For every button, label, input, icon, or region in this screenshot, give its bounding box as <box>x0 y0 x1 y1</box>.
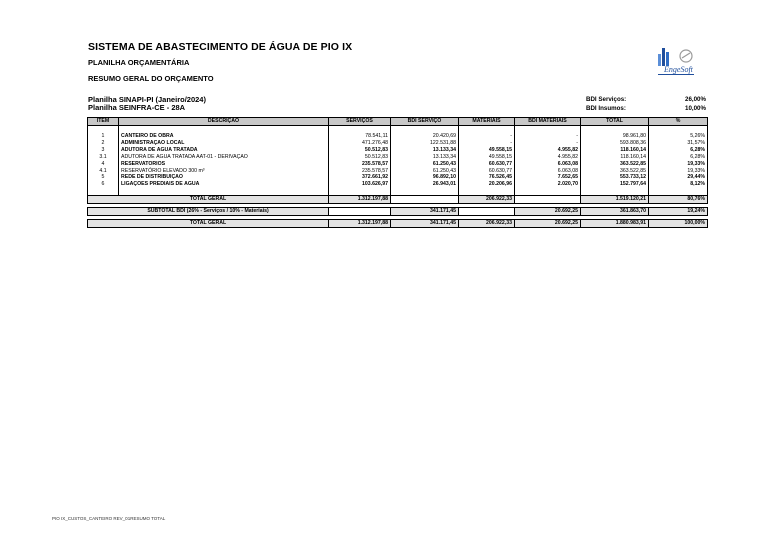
subtotal-bdi-servico: 341.171,45 <box>391 208 459 216</box>
cell-percent: 5,26% <box>649 133 708 140</box>
spacer-row <box>88 126 708 134</box>
bdi-insumos-value: 10,00% <box>685 105 706 112</box>
table-row <box>88 147 708 154</box>
cell-materiais: 49.558,15 <box>459 147 515 154</box>
subtotal-bdi-materiais: 20.692,25 <box>515 208 581 216</box>
cell-percent: 6,28% <box>649 154 708 161</box>
total-materiais: 206.922,33 <box>459 196 515 204</box>
cell-bdi-servico: 26.943,01 <box>391 181 459 188</box>
cell-total: 553.733,12 <box>581 174 649 181</box>
cell-bdi-servico: 61.250,43 <box>391 167 459 174</box>
cell-total: 118.160,14 <box>581 147 649 154</box>
table-header-row <box>88 118 708 126</box>
cell-item: 1 <box>88 133 119 140</box>
cell-percent: 8,12% <box>649 181 708 188</box>
budget-summary-table <box>87 117 708 228</box>
col-header-descricao: DESCRIÇÃO <box>119 118 329 126</box>
company-logo <box>654 44 700 78</box>
cell-servicos: 471.276,48 <box>329 140 391 147</box>
cell-percent: 31,57% <box>649 140 708 147</box>
cell-item: 6 <box>88 181 119 188</box>
grand-total-materiais: 206.922,33 <box>459 220 515 228</box>
col-header-materiais: MATERIAIS <box>459 118 515 126</box>
table-row <box>88 140 708 147</box>
document-section-title: RESUMO GERAL DO ORÇAMENTO <box>88 74 214 83</box>
cell-total: 363.522,85 <box>581 167 649 174</box>
cell-bdi-servico: 96.892,10 <box>391 174 459 181</box>
cell-percent: 19,33% <box>649 167 708 174</box>
grand-total-total: 1.880.983,91 <box>581 220 649 228</box>
cell-bdi-materiais: 4.955,82 <box>515 154 581 161</box>
page-footer: PIO IX_CUSTOS_CANTEIRO REV_01RESUMO TOTAL <box>52 516 166 521</box>
cell-servicos: 78.541,11 <box>329 133 391 140</box>
col-header-total: TOTAL <box>581 118 649 126</box>
cell-descricao: LIGAÇÕES PREDIAIS DE ÁGUA <box>119 181 329 188</box>
cell-servicos: 235.578,57 <box>329 161 391 168</box>
cell-bdi-materiais: 4.955,82 <box>515 147 581 154</box>
cell-total: 118.160,14 <box>581 154 649 161</box>
table-row <box>88 174 708 181</box>
cell-percent: 29,44% <box>649 174 708 181</box>
document-subtitle: PLANILHA ORÇAMENTÁRIA <box>88 58 190 67</box>
total-total: 1.519.120,21 <box>581 196 649 204</box>
logo-text: EngeSoft <box>664 65 693 74</box>
cell-bdi-materiais: 7.652,65 <box>515 174 581 181</box>
cell-item: 3.1 <box>88 154 119 161</box>
cell-total: 98.961,80 <box>581 133 649 140</box>
cell-descricao: CANTEIRO DE OBRA <box>119 133 329 140</box>
cell-bdi-servico: 61.250,43 <box>391 161 459 168</box>
grand-total-bdi-materiais: 20.692,25 <box>515 220 581 228</box>
total-servicos: 1.312.197,88 <box>329 196 391 204</box>
col-header-bdi-materiais: BDI MATERIAIS <box>515 118 581 126</box>
cell-total: 152.797,64 <box>581 181 649 188</box>
cell-servicos: 372.661,92 <box>329 174 391 181</box>
source-seinfra: Planilha SEINFRA-CE - 28A <box>88 103 186 112</box>
spacer-row <box>88 188 708 196</box>
grand-total-percent: 100,00% <box>649 220 708 228</box>
cell-materiais: 60.630,77 <box>459 167 515 174</box>
cell-bdi-materiais: - <box>515 140 581 147</box>
subtotal-bdi-percent: 19,24% <box>649 208 708 216</box>
cell-total: 363.522,85 <box>581 161 649 168</box>
subtotal-bdi-total: 361.863,70 <box>581 208 649 216</box>
total-percent: 80,76% <box>649 196 708 204</box>
cell-descricao: ADUTORA DE ÁGUA TRATADA AAT-01 - DERIVAÇÃO <box>119 154 329 161</box>
bdi-servicos-value: 26,00% <box>685 96 706 103</box>
cell-bdi-materiais: 6.063,08 <box>515 161 581 168</box>
cell-materiais: 76.526,45 <box>459 174 515 181</box>
subtotal-bdi-label: SUBTOTAL BDI (26% - Serviços / 10% - Materiais) <box>88 208 329 216</box>
cell-materiais: 20.206,96 <box>459 181 515 188</box>
document-title: SISTEMA DE ABASTECIMENTO DE ÁGUA DE PIO IX <box>88 41 353 53</box>
cell-item: 2 <box>88 140 119 147</box>
cell-materiais: - <box>459 140 515 147</box>
cell-item: 3 <box>88 147 119 154</box>
cell-descricao: RESERVATÓRIOS <box>119 161 329 168</box>
table-row <box>88 154 708 161</box>
col-header-bdi-servico: BDI SERVIÇO <box>391 118 459 126</box>
cell-descricao: ADUTORA DE ÁGUA TRATADA <box>119 147 329 154</box>
subtotal-bdi-row <box>88 208 708 216</box>
grand-total-bdi-servico: 341.171,45 <box>391 220 459 228</box>
col-header-percent: % <box>649 118 708 126</box>
cell-bdi-servico: 13.133,34 <box>391 154 459 161</box>
cell-servicos: 50.512,83 <box>329 154 391 161</box>
cell-item: 4 <box>88 161 119 168</box>
table-row <box>88 167 708 174</box>
cell-item: 4.1 <box>88 167 119 174</box>
cell-item: 5 <box>88 174 119 181</box>
grand-total-servicos: 1.312.197,88 <box>329 220 391 228</box>
cell-bdi-materiais: 2.020,70 <box>515 181 581 188</box>
total-geral-row <box>88 196 708 204</box>
cell-materiais: - <box>459 133 515 140</box>
table-row <box>88 181 708 188</box>
col-header-servicos: SERVIÇOS <box>329 118 391 126</box>
bdi-servicos-label: BDI Serviços: <box>586 96 627 103</box>
cell-servicos: 103.626,97 <box>329 181 391 188</box>
source-sinapi: Planilha SINAPI-PI (Janeiro/2024) <box>88 95 206 104</box>
total-geral-label: TOTAL GERAL <box>88 196 329 204</box>
cell-descricao: RESERVATÓRIO ELEVADO 300 m³ <box>119 167 329 174</box>
cell-bdi-materiais: 6.063,08 <box>515 167 581 174</box>
cell-bdi-servico: 13.133,34 <box>391 147 459 154</box>
cell-percent: 19,33% <box>649 161 708 168</box>
cell-servicos: 235.578,57 <box>329 167 391 174</box>
cell-total: 593.808,36 <box>581 140 649 147</box>
cell-servicos: 50.512,83 <box>329 147 391 154</box>
grand-total-label: TOTAL GERAL <box>88 220 329 228</box>
table-row <box>88 133 708 140</box>
table-row <box>88 161 708 168</box>
bdi-insumos-label: BDI Insumos: <box>586 105 626 112</box>
cell-descricao: ADMINISTRAÇÃO LOCAL <box>119 140 329 147</box>
cell-percent: 6,28% <box>649 147 708 154</box>
cell-bdi-servico: 20.420,69 <box>391 133 459 140</box>
cell-materiais: 60.630,77 <box>459 161 515 168</box>
cell-bdi-servico: 122.531,88 <box>391 140 459 147</box>
cell-bdi-materiais: - <box>515 133 581 140</box>
cell-materiais: 49.558,15 <box>459 154 515 161</box>
grand-total-row <box>88 220 708 228</box>
cell-descricao: REDE DE DISTRIBUIÇÃO <box>119 174 329 181</box>
col-header-item: ITEM <box>88 118 119 126</box>
